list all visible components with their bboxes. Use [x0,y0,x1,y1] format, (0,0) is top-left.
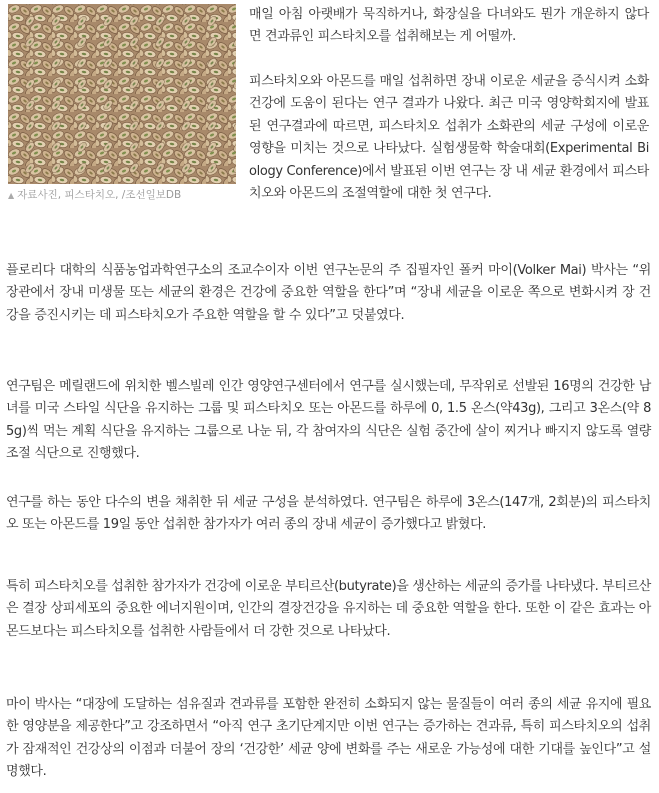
paragraph-conclusion: 마이 박사는 “대장에 도달하는 섬유질과 견과류를 포함한 완전히 소화되지 않는 물질들이 여러 종의 세균 유지에 필요한 영양분을 제공한다”고 강조하면서 “아직 연구 초기단계지만 이번 연구는 증가하는 견과류, 특히 피스타치오의 섭취가 잠재적인 건강상의 이점과 더불어 장의 ‘건강한’ 세균 양에 변화를 주는 새로운 가능성에 대한 기대를 높인다”고 설명했다. [6,697,651,780]
caption-triangle-icon: ▲ [8,191,15,200]
article-figure [8,4,238,203]
paragraph-study-result: 피스타치오와 아몬드를 매일 섭취하면 장내 이로운 세균을 증식시켜 소화 건강에 도움이 된다는 연구 결과가 나왔다. 최근 미국 영양학회지에 발표된 연구결과에 따르면, 피스타치오 섭취가 소화관의 세균 구성에 이로운 영향을 미치는 것으로 나타났다. 실험생물학 학술대회(Experimental Biology Conference)에서 발표된 이번 연구는 장 내 세균 환경에서 피스타치오와 아몬드의 조절역할에 대한 첫 연구다. [249,74,649,202]
photo-caption [8,188,238,203]
paragraph-butyrate: 특히 피스타치오를 섭취한 참가자가 건강에 이로운 부티르산(butyrate)을 생산하는 세균의 증가를 나타냈다. 부티르산은 결장 상피세포의 중요한 에너지원이며, 인간의 결장건강을 유지하는 데 중요한 역할을 한다. 또한 이 같은 효과는 아몬드보다는 피스타치오를 섭취한 사람들에서 더 강한 것으로 나타났다. [6,579,651,639]
paragraph-method: 연구팀은 메릴랜드에 위치한 벨스빌레 인간 영양연구센터에서 연구를 실시했는데, 무작위로 선발된 16명의 건강한 남녀를 미국 스타일 식단을 유지하는 그룹 및 피스타치오 또는 아몬드를 하루에 0, 1.5 온스(약43g), 그리고 3온스(약 85g)씩 먹는 계획 식단을 유지하는 그룹으로 나눈 뒤, 각 참여자의 식단은 실험 중간에 살이 찌거나 빠지지 않도록 열량 조절 식단으로 진행했다. [6,379,651,462]
paragraph-intro: 매일 아침 아랫배가 묵직하거나, 화장실을 다녀와도 뭔가 개운하지 않다면 견과류인 피스타치오를 섭취해보는 게 어떨까. [249,7,649,45]
paragraph-researcher-quote: 플로리다 대학의 식품농업과학연구소의 조교수이자 이번 연구논문의 주 집필자인 폴커 마이(Volker Mai) 박사는 “위장관에서 장내 미생물 또는 세균의 환경은 건강에 중요한 역할을 한다”며 “장내 세균을 이로운 쪽으로 변화시켜 장 건강을 증진시키는 데 피스타치오가 주요한 역할을 할 수 있다”고 덧붙였다. [6,263,651,323]
pistachio-photo [8,4,236,184]
paragraph-analysis: 연구를 하는 동안 다수의 변을 채취한 뒤 세균 구성을 분석하였다. 연구팀은 하루에 3온스(147개, 2회분)의 피스타치오 또는 아몬드를 19일 동안 섭취한 참가자가 여러 종의 장내 세균이 증가했다고 밝혔다. [6,495,651,533]
caption-text: 자료사진, 피스타치오, /조선일보DB [17,189,182,201]
